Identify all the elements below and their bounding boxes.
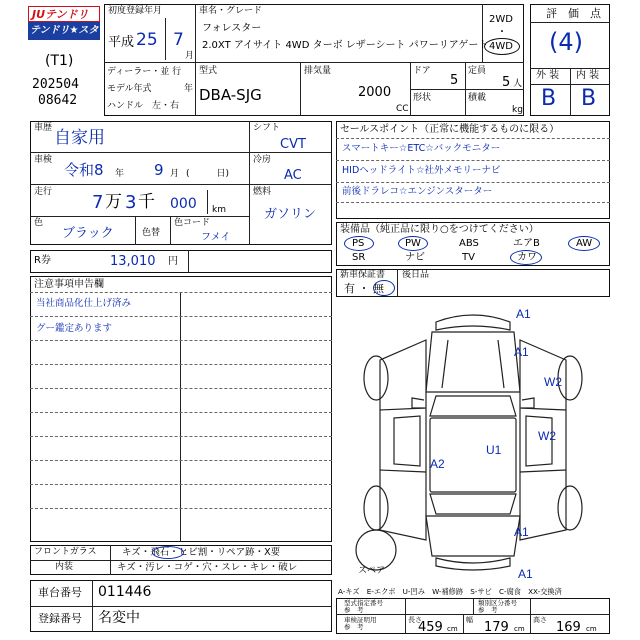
length-unit: cm (447, 625, 458, 633)
height-label: 高さ (533, 616, 547, 624)
drive-dot: ・ (497, 27, 507, 38)
mark-rear-bumper: A1 (518, 567, 533, 581)
displacement-label: 排気量 (304, 66, 332, 76)
color-label: 色 (34, 218, 44, 228)
reg-era: 平成 (108, 35, 135, 50)
shift-label: シフト (253, 123, 281, 133)
type-label: 型式 (199, 66, 218, 76)
shaken-month: 9 (154, 161, 164, 179)
mark-tailgate: A1 (514, 525, 529, 539)
length-value: 459 (418, 620, 443, 635)
model-year-unit: 年 (184, 84, 194, 94)
car-diagram (336, 300, 610, 582)
km-unit: km (212, 205, 226, 215)
warranty-label: 新車保証書 (340, 270, 386, 280)
drive-2wd: 2WD (489, 14, 513, 25)
logo-line2: テンドリ★スター (30, 25, 109, 36)
interior-value: キズ・汚レ・コゲ・穴・スレ・キレ・破レ (117, 562, 298, 573)
int-grade: B (581, 86, 597, 111)
colorcode-label: 色コード (174, 218, 211, 228)
sales-line-1: スマートキー☆ETC☆バックモニター (342, 143, 501, 154)
warranty-value: 有 ・ 無 (344, 282, 384, 295)
shaken-day: ( 日) (186, 169, 230, 179)
equipment-title: 装備品（純正品に限り○をつけてください） (340, 224, 539, 235)
equip-ps: PS (352, 238, 365, 249)
shape-label: 形状 (413, 93, 432, 103)
mileage-sen-unit: 千 (138, 192, 155, 212)
chip-circle (152, 546, 184, 559)
ext-label: 外 装 (536, 70, 560, 81)
cert-label: 車検証明用 参 考 (344, 616, 377, 631)
recycle-value: 13,010 (110, 254, 156, 269)
color-value: ブラック (62, 226, 114, 241)
mark-left-rear: A2 (430, 457, 445, 471)
mark-right-rear: W2 (538, 429, 556, 443)
displacement-value: 2000 (358, 85, 392, 100)
grade-label: 評 価 点 (546, 7, 601, 20)
logo-bottom (28, 22, 109, 40)
lot-number-2: 08642 (38, 93, 78, 108)
shaken-era: 令和8 (64, 161, 104, 179)
mileage-rest: 000 (170, 196, 197, 212)
damage-legend: A-キズ E-エクボ U-凹み W-補修跡 S-サビ C-腐食 XX-交換済 (338, 587, 562, 596)
spare-label: スペア (358, 566, 386, 576)
length-label: 長さ (408, 616, 422, 624)
type-ref-label: 型式指定番号 参 考 (344, 599, 383, 614)
reg-year: 25 (136, 30, 158, 50)
warranty-none-circle (373, 280, 395, 296)
front-glass-label: フロントガラス (34, 547, 97, 557)
ext-grade: B (541, 86, 557, 111)
shift-value: CVT (280, 137, 306, 152)
equip-ps-circle (344, 236, 374, 251)
equip-airbag: エアB (513, 238, 540, 249)
equip-leather-circle (510, 250, 542, 265)
mark-right-front: W2 (544, 375, 562, 389)
recycle-box (30, 250, 332, 273)
equip-abs: ABS (459, 238, 479, 249)
carname-label: 車名・グレード (199, 6, 263, 16)
note-line-2: グー鑑定あります (36, 323, 113, 334)
fuel-label: 燃料 (253, 187, 272, 197)
mileage-man: 7 (92, 192, 104, 213)
month-unit: 月 (185, 51, 195, 61)
ac-value: AC (284, 168, 302, 183)
chassis-label: 車台番号 (38, 586, 82, 599)
colorcode-value: フメイ (201, 232, 231, 243)
note-line-1: 当社商品化仕上げ済み (36, 298, 132, 309)
car-maker: フォレスター (202, 23, 262, 34)
mark-roof: U1 (486, 443, 502, 457)
width-label: 幅 (466, 616, 473, 624)
front-glass-value: キズ・飛石・ヒビ割・リペア跡・X要 (122, 547, 281, 558)
reg-value: 名変中 (98, 610, 140, 626)
mileage-man-unit: 万 (105, 192, 122, 212)
dealer-label: ディーラー・並 行 (107, 67, 182, 77)
notes-title: 注意事項申告欄 (34, 279, 104, 290)
logo-line1: JUテンドリ (32, 8, 89, 21)
grade-score: (4) (549, 28, 583, 56)
sales-title: セールスポイント（正常に機能するものに限る） (340, 124, 560, 135)
mileage-label: 走行 (34, 187, 53, 197)
equip-leather: カワ (517, 252, 537, 263)
model-year-label: モデル年式 (107, 84, 152, 94)
mileage-sen: 3 (125, 192, 137, 213)
equip-navi: ナビ (405, 252, 425, 263)
chassis-value: 011446 (98, 584, 152, 600)
door-value: 5 (450, 73, 459, 88)
ac-label: 冷房 (253, 155, 272, 165)
first-reg-label: 初度登録年月 (108, 6, 163, 16)
capacity-unit: 人 (513, 79, 523, 89)
cc-unit: CC (396, 104, 409, 114)
width-value: 179 (484, 620, 509, 635)
sales-line-3: 前後ドラレコ☆エンジンスターター (342, 186, 493, 197)
height-value: 169 (556, 620, 581, 635)
header-box (104, 4, 524, 116)
mark-hood: A1 (514, 345, 529, 359)
shaken-label: 車検 (34, 155, 53, 165)
capacity-value: 5 (502, 75, 511, 90)
shaken-nen: 年 (115, 169, 125, 179)
car-grade: 2.0XT アイサイト 4WD ターボ レザーシート パワーリアゲート (202, 40, 489, 51)
class-ref-label: 類別区分番号 参 考 (478, 599, 517, 614)
mark-front-bumper: A1 (516, 307, 531, 321)
capacity-label: 定員 (468, 66, 487, 76)
equip-aw-circle (568, 236, 600, 251)
type-value: DBA-SJG (199, 86, 262, 104)
sales-line-2: HIDヘッドライト☆社外メモリーナビ (342, 165, 501, 176)
shaken-getsu: 月 (170, 169, 180, 179)
handle-label: ハンドル 左・右 (107, 101, 180, 111)
usage-value: 自家用 (54, 128, 105, 148)
usage-label: 車歴 (34, 123, 53, 133)
lot-number: 202504 (32, 77, 79, 92)
recycle-yen: 円 (168, 256, 178, 267)
logo-top (28, 6, 100, 22)
equip-pw: PW (405, 238, 421, 249)
width-unit: cm (514, 625, 525, 633)
load-label: 積載 (468, 93, 487, 103)
height-unit: cm (586, 625, 597, 633)
int-label: 内 装 (576, 70, 600, 81)
fuel-value: ガソリン (264, 207, 317, 222)
colorreplace-label: 色替 (142, 228, 161, 238)
auction-code: (T1) (45, 53, 74, 69)
kg-unit: kg (512, 105, 523, 115)
interior-label: 内装 (55, 562, 74, 572)
reg-label: 登録番号 (38, 612, 82, 625)
recycle-label: R券 (34, 255, 51, 266)
logo (28, 6, 109, 42)
equip-tv: TV (462, 252, 475, 263)
equip-sr: SR (352, 252, 366, 263)
door-label: ドア (413, 66, 431, 76)
reg-month: 7 (173, 30, 184, 50)
drive-4wd: 4WD (489, 41, 513, 52)
later-label: 後日品 (402, 270, 430, 280)
equip-aw: AW (576, 238, 593, 249)
equip-pw-circle (398, 236, 428, 251)
